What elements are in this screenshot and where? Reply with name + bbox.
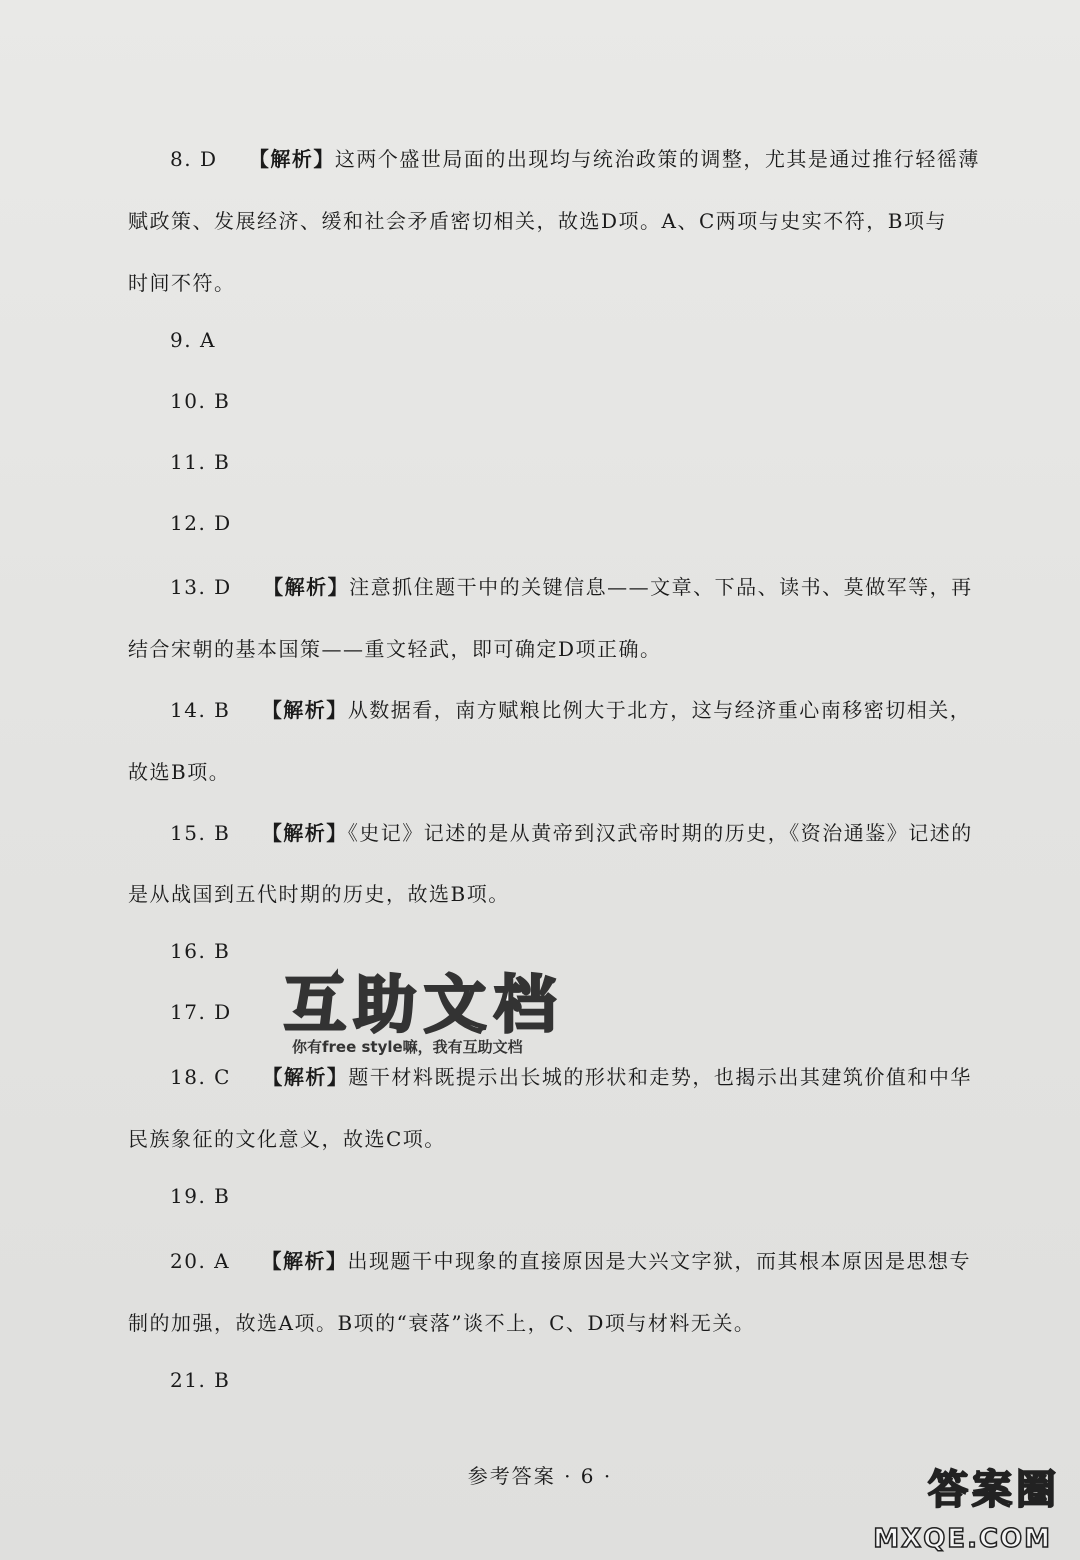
answer-text: 制的加强，故选A项。B项的“衰落”谈不上，C、D项与材料无关。 (128, 1311, 756, 1335)
answer-text: 赋政策、发展经济、缓和社会矛盾密切相关，故选D项。A、C两项与史实不符，B项与 (128, 209, 947, 233)
answer-text: 这两个盛世局面的出现均与统治政策的调整，尤其是通过推行轻徭薄 (334, 147, 980, 171)
analysis-tag: 【解析】 (248, 147, 335, 171)
question-number: 8. D (170, 147, 218, 171)
answer-line (128, 205, 947, 234)
answer-line (170, 450, 230, 474)
question-number: 13. D (170, 575, 232, 599)
question-number: 11. B (170, 450, 231, 474)
corner-watermark-url: MXQE.COM (873, 1524, 1052, 1554)
answer-line (170, 143, 980, 172)
question-number: 16. B (170, 939, 231, 963)
question-number: 12. D (170, 511, 232, 535)
question-number: 14. B (170, 698, 231, 722)
answer-line (128, 1307, 755, 1336)
answer-line (170, 817, 973, 846)
answer-line (170, 511, 232, 535)
analysis-tag: 【解析】 (261, 698, 348, 722)
analysis-tag: 【解析】 (261, 821, 348, 845)
answer-line (170, 1000, 232, 1024)
corner-watermark: 答案圈 (928, 1467, 1060, 1513)
answer-text: 题干材料既提示出长城的形状和走势，也揭示出其建筑价值和中华 (348, 1065, 972, 1089)
answer-line (170, 1245, 971, 1274)
answer-line (170, 1061, 972, 1090)
answer-line (170, 328, 216, 352)
watermark-slogan: 你有free style嘛，我有互助文档 (292, 1038, 523, 1056)
watermark-logo: 互助文档 (284, 968, 565, 1041)
answer-text: 故选B项。 (128, 760, 231, 784)
answer-text: 时间不符。 (128, 271, 236, 295)
question-number: 18. C (170, 1065, 231, 1089)
answer-line (170, 939, 230, 963)
page-footer: 参考答案 · 6 · (467, 1464, 613, 1488)
answer-line (128, 1123, 446, 1152)
answer-line (128, 756, 230, 785)
answer-line (170, 389, 230, 413)
answer-text: 出现题干中现象的直接原因是大兴文字狱，而其根本原因是思想专 (347, 1249, 972, 1273)
answer-line (170, 571, 973, 600)
question-number: 10. B (170, 389, 231, 413)
answer-text: 民族象征的文化意义，故选C项。 (128, 1127, 446, 1151)
question-number: 15. B (170, 821, 231, 845)
answer-line (170, 1184, 230, 1208)
answer-line (170, 1368, 230, 1392)
answer-text: 是从战国到五代时期的历史，故选B项。 (128, 882, 510, 906)
answer-text: 《史记》记述的是从黄帝到汉武帝时期的历史，《资治通鉴》记述的 (347, 821, 973, 845)
answer-line (170, 694, 971, 723)
answer-line (128, 633, 662, 662)
question-number: 19. B (170, 1184, 231, 1208)
question-number: 20. A (170, 1249, 231, 1273)
answer-line (128, 878, 510, 907)
question-number: 17. D (170, 1000, 232, 1024)
answer-text: 注意抓住题干中的关键信息——文章、下品、读书、莫做军等，再 (349, 575, 973, 599)
analysis-tag: 【解析】 (262, 1065, 349, 1089)
question-number: 21. B (170, 1368, 231, 1392)
analysis-tag: 【解析】 (261, 1249, 348, 1273)
question-number: 9. A (170, 328, 216, 352)
analysis-tag: 【解析】 (263, 575, 350, 599)
answer-text: 结合宋朝的基本国策——重文轻武，即可确定D项正确。 (128, 637, 662, 661)
answer-text: 从数据看，南方赋粮比例大于北方，这与经济重心南移密切相关， (347, 698, 972, 722)
answer-line (128, 267, 236, 296)
